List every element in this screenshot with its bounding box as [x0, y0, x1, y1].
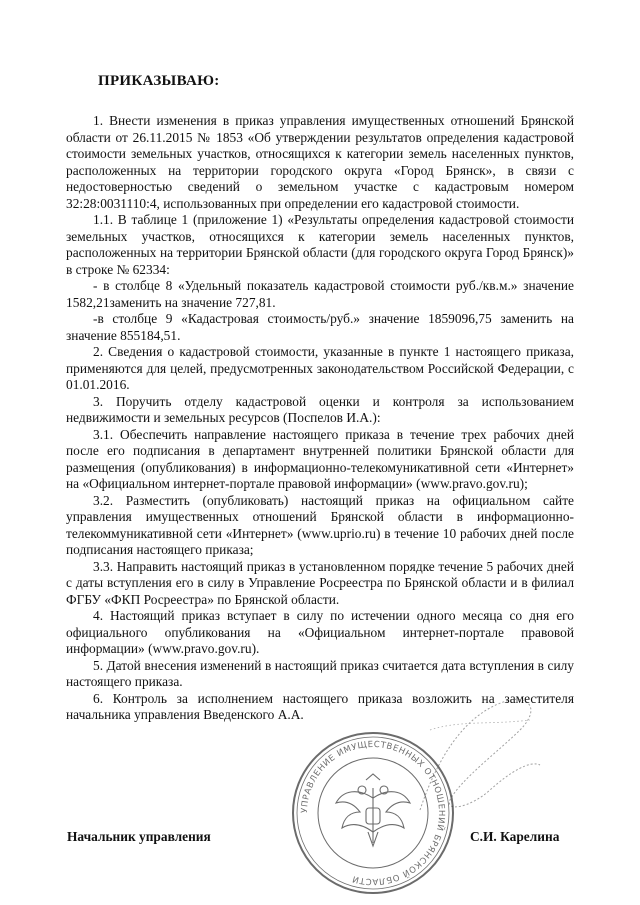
paragraph-3-3: 3.3. Направить настоящий приказ в установленном порядке течение 5 рабочих дней с даты вступления его в силу в Управление Росреестра по Брянской области и в филиал ФГБУ «ФКП Росреестра» по Брянской области.: [66, 558, 574, 607]
paragraph-1-1-column-9: -в столбце 9 «Кадастровая стоимость/руб.» значение 1859096,75 заменить на значение 855184,51.: [66, 311, 574, 343]
paragraph-6: 6. Контроль за исполнением настоящего приказа возложить на заместителя начальника управления Введенского А.А.: [66, 690, 574, 722]
paragraph-1: 1. Внести изменения в приказ управления имущественных отношений Брянской области от 26.11.2015 № 1853 «Об утверждении результатов определения кадастровой стоимости земельных участков, относящихся к категории земель населенных пунктов, расположенных на территории городского округа «Город Брянск», в связи с недостоверностью сведений о земельном участке с кадастровым номером 32:28:0031110:4, использованных при определении его кадастровой стоимости.: [66, 113, 574, 211]
signer-name: С.И. Карелина: [470, 829, 560, 844]
signer-position: Начальник управления: [67, 829, 211, 844]
paragraph-4: 4. Настоящий приказ вступает в силу по истечении одного месяца со дня его официального опубликования на «Официальном интернет-портале правовой информации» (www.pravo.gov.ru).: [66, 608, 574, 656]
paragraph-5: 5. Датой внесения изменений в настоящий приказ считается дата вступления в силу настоящего приказа.: [66, 657, 574, 689]
paragraph-1-1: 1.1. В таблице 1 (приложение 1) «Результаты определения кадастровой стоимости земельных участков, относящихся к категории земель населенных пунктов, расположенных на территории Брянской области (для городского округа Город Брянск)» в строке № 62334:: [66, 212, 574, 277]
paragraph-3-2: 3.2. Разместить (опубликовать) настоящий приказ на официальном сайте управления имущественных отношений Брянской области в информационно-телекоммуникативной сети «Интернет» (www.uprio.ru) в течение 10 рабочих дней после подписания настоящего приказа;: [66, 492, 574, 557]
official-seal: [288, 728, 458, 898]
svg-text:УПРАВЛЕНИЕ ИМУЩЕСТВЕННЫХ ОТНОШ: УПРАВЛЕНИЕ ИМУЩЕСТВЕННЫХ ОТНОШЕНИЙ БРЯНСКОЙ ОБЛАСТИ: [299, 739, 447, 887]
paragraph-1-1-column-8: - в столбце 8 «Удельный показатель кадастровой стоимости руб./кв.м.» значение 1582,21заменить на значение 727,81.: [66, 278, 574, 310]
order-body: [66, 113, 574, 724]
paragraph-3: 3. Поручить отделу кадастровой оценки и контроля за использованием недвижимости и земельных ресурсов (Поспелов И.А.):: [66, 393, 574, 425]
paragraph-2: 2. Сведения о кадастровой стоимости, указанные в пункте 1 настоящего приказа, применяются для целей, предусмотренных законодательством Российской Федерации, с 01.01.2016.: [66, 344, 574, 392]
paragraph-3-1: 3.1. Обеспечить направление настоящего приказа в течение трех рабочих дней после его подписания в департамент внутренней политики Брянской области для размещения (опубликования) в информационно-телекомуникативной сети «Интернет» на «Официальном интернет-портале правовой информации» (www.pravo.gov.ru);: [66, 426, 574, 491]
order-heading: ПРИКАЗЫВАЮ:: [98, 73, 220, 89]
